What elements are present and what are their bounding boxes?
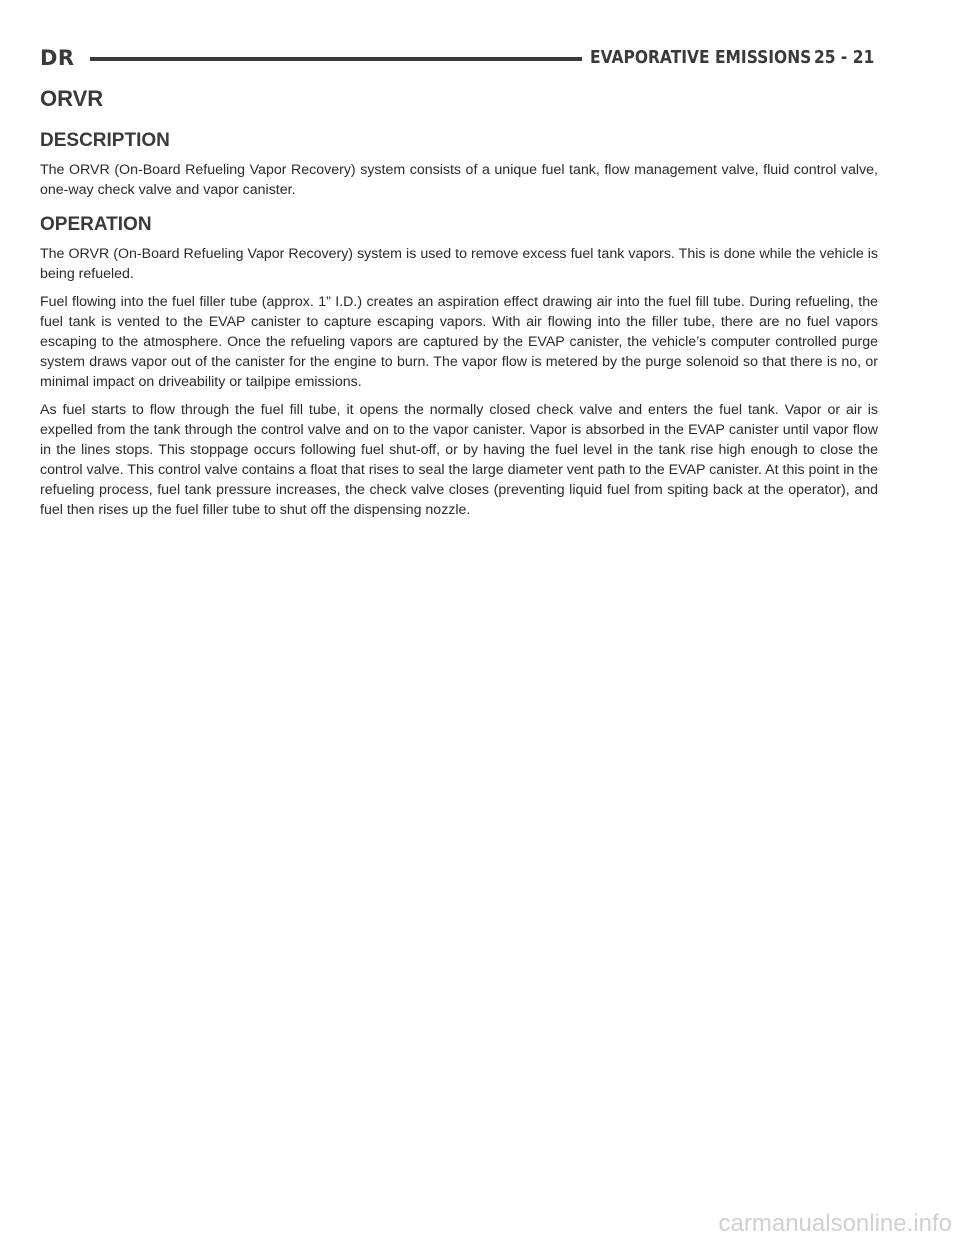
page-number: 25 - 21: [814, 47, 875, 68]
description-heading: DESCRIPTION: [40, 130, 170, 151]
operation-heading: OPERATION: [40, 214, 152, 235]
operation-paragraph-3: As fuel starts to flow through the fuel fill tube, it opens the normally closed check valve and enters the fuel tank. Vapor or air is expelled from the tank through the control valve and on to the vapor canister. Vapor is absorbed in the EVAP canister until vapor flow in the lines stops. This stoppage occurs following fuel shut-off, or by having the fuel level in the tank rise high enough to close the control valve. This control valve contains a float that rises to seal the large diameter vent path to the EVAP canister. At this point in the refueling process, fuel tank pressure increases, the check valve closes (preventing liquid fuel from spiting back at the operator), and fuel then rises up the fuel filler tube to shut off the dispensing nozzle.: [40, 402, 878, 518]
page-header: [0, 46, 960, 72]
operation-section: [40, 212, 878, 520]
header-rule: [90, 57, 582, 61]
description-paragraph: The ORVR (On-Board Refueling Vapor Recovery) system consists of a unique fuel tank, flow management valve, fluid control valve, one-way check valve and vapor canister.: [40, 162, 878, 198]
description-section: [40, 128, 878, 200]
section-title: EVAPORATIVE EMISSIONS: [590, 47, 812, 68]
model-code: DR: [40, 46, 75, 70]
document-body: [40, 84, 878, 532]
operation-paragraph-2: Fuel flowing into the fuel filler tube (approx. 1” I.D.) creates an aspiration effect drawing air into the fuel fill tube. During refueling, the fuel tank is vented to the EVAP canister to capture escaping vapors. With air flowing into the filler tube, there are no fuel vapors escaping to the atmosphere. Once the refueling vapors are captured by the EVAP canister, the vehicle’s computer controlled purge system draws vapor out of the canister for the engine to burn. The vapor flow is metered by the purge solenoid so that there is no, or minimal impact on driveability or tailpipe emissions.: [40, 294, 878, 390]
watermark: carmanualsonline.info: [718, 1210, 952, 1237]
page-title: ORVR: [40, 86, 104, 111]
operation-paragraph-1: The ORVR (On-Board Refueling Vapor Recovery) system is used to remove excess fuel tank vapors. This is done while the vehicle is being refueled.: [40, 246, 878, 282]
